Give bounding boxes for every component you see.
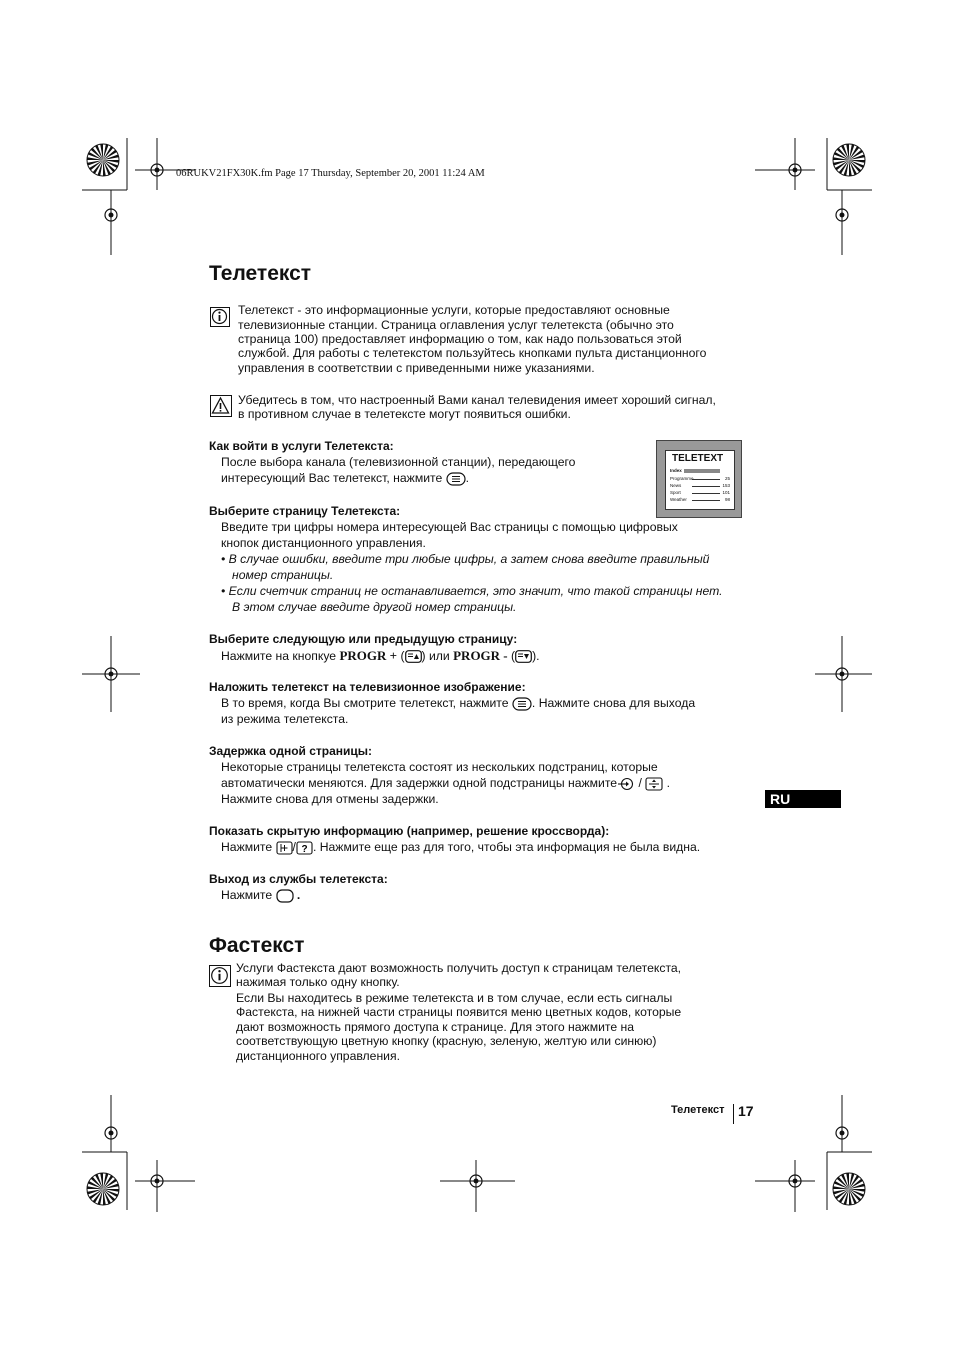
language-tab: RU [765, 790, 841, 808]
reveal-icon [296, 841, 313, 855]
teletext-button-icon [446, 472, 466, 486]
teletext-screen-index: Index [670, 468, 730, 473]
teletext-screen-row: Weather 98 [670, 497, 730, 502]
teletext-button-icon [512, 697, 532, 711]
registration-starburst [87, 144, 119, 176]
section-hold-title: Задержка одной страницы: [209, 744, 373, 758]
section-select-title: Выберите страницу Телетекста: [209, 504, 401, 518]
section-exit-title: Выход из службы телетекста: [209, 872, 388, 886]
footer-section: Телетекст [671, 1104, 725, 1116]
section-enter-text: После выбора канала (телевизионной станции), передающего [221, 455, 576, 469]
tv-button-icon [276, 889, 294, 903]
info-icon [210, 307, 230, 327]
section-next-prev-title: Выберите следующую или предыдущую страницу: [209, 632, 518, 646]
registration-starburst [87, 1173, 119, 1205]
fastext-title: Фастекст [209, 934, 305, 957]
teletext-screen-row: News 153 [670, 483, 730, 488]
page-up-button-icon [405, 650, 422, 663]
subpage-icon [276, 841, 293, 855]
teletext-screen-row: Sport 101 [670, 490, 730, 495]
section-reveal-title: Показать скрытую информацию (например, решение кроссворда): [209, 824, 610, 838]
teletext-title: Телетекст [209, 262, 312, 285]
footer-divider [733, 1104, 734, 1124]
input-hold-icon [617, 777, 635, 791]
svg-text:?: ? [301, 843, 308, 855]
section-enter-title: Как войти в услуги Телетекста: [209, 439, 394, 453]
registration-starburst [833, 144, 865, 176]
file-header: 06RUKV21FX30K.fm Page 17 Thursday, September 20, 2001 11:24 AM [176, 168, 485, 179]
section-next-prev-text: Нажмите на кнопкуе PROGR + ( ) или PROGR - ( ). [221, 648, 540, 663]
info-icon [209, 965, 231, 987]
page-down-button-icon [515, 650, 532, 663]
teletext-screen-illustration [656, 440, 742, 518]
page-number: 17 [738, 1103, 754, 1119]
hold-page-icon [645, 777, 663, 791]
teletext-screen-title: TELETEXT [672, 453, 724, 464]
registration-starburst [833, 1173, 865, 1205]
section-overlay-title: Наложить телетекст на телевизионное изображение: [209, 680, 526, 694]
warning-icon [210, 395, 232, 417]
teletext-screen-row: Programme 25 [670, 476, 730, 481]
